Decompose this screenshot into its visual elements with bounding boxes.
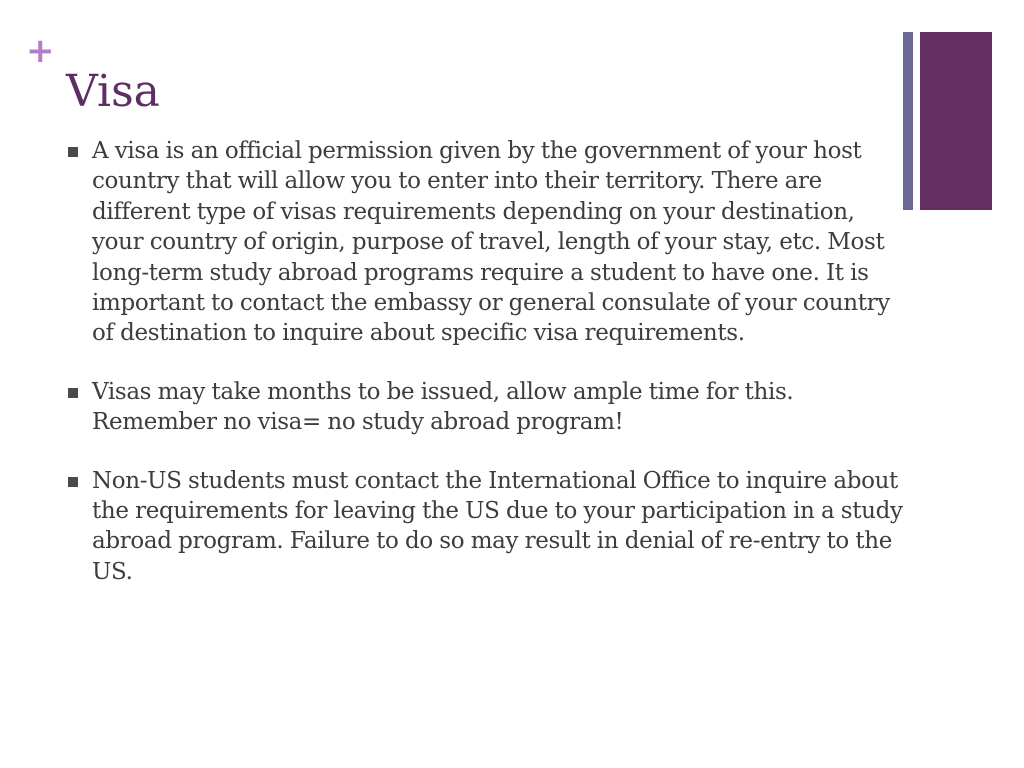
- bullet-list: [66, 136, 906, 615]
- bullet-text: Non-US students must contact the International Office to inquire about the requirements for leaving the US due to your participation in a study abroad program. Failure to do so may result in denial of re-entry to the US.: [92, 467, 903, 585]
- square-bullet-icon: [68, 388, 78, 398]
- bullet-item-non-us-students: [66, 466, 906, 588]
- square-bullet-icon: [68, 147, 78, 157]
- decorative-bar-thick: [920, 32, 992, 210]
- bullet-text: A visa is an official permission given by the government of your host country that will allow you to enter into their territory. There are different type of visas requirements depending on your destination, your country of origin, purpose of travel, length of your stay, etc. Most long-term study abroad programs require a student to have one. It is important to contact the embassy or general consulate of your country of destination to inquire about specific visa requirements.: [92, 138, 890, 347]
- plus-icon: +: [26, 31, 55, 71]
- bullet-text: Visas may take months to be issued, allow ample time for this. Remember no visa= no study abroad program!: [92, 378, 794, 436]
- slide-title: Visa: [66, 66, 160, 117]
- square-bullet-icon: [68, 477, 78, 487]
- bullet-item-processing-time: [66, 377, 906, 438]
- bullet-item-visa-definition: [66, 136, 906, 349]
